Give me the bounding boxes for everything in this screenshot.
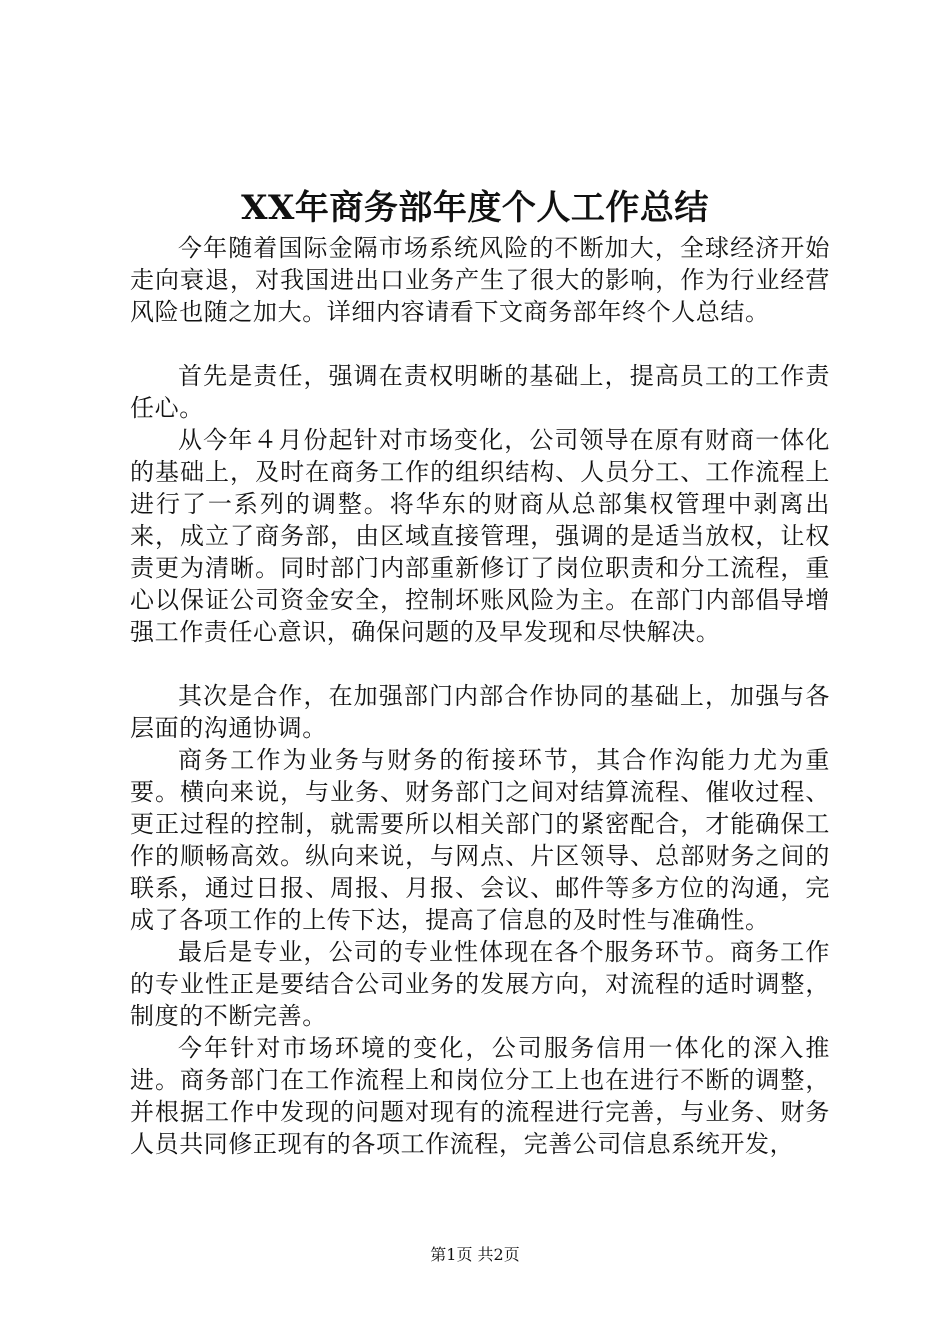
document-body <box>130 232 830 1160</box>
paragraph-market-adjustment: 今年针对市场环境的变化，公司服务信用一体化的深入推进。商务部门在工作流程上和岗位分工上也在进行不断的调整，并根据工作中发现的问题对现有的流程进行完善，与业务、财务人员共同修正现有的各项工作流程，完善公司信息系统开发， <box>130 1034 830 1158</box>
page-number-footer: 第1页 共2页 <box>430 1245 520 1264</box>
paragraph-responsibility-detail: 从今年４月份起针对市场变化，公司领导在原有财商一体化的基础上，及时在商务工作的组织结构、人员分工、工作流程上进行了一系列的调整。将华东的财商从总部集权管理中剥离出来，成立了商务部，由区域直接管理，强调的是适当放权，让权责更为清晰。同时部门内部重新修订了岗位职责和分工流程，重心以保证公司资金安全，控制坏账风险为主。在部门内部倡导增强工作责任心意识，确保问题的及早发现和尽快解决。 <box>130 426 830 646</box>
paragraph-responsibility-heading: 首先是责任，强调在责权明晰的基础上，提高员工的工作责任心。 <box>130 362 830 422</box>
paragraph-professionalism: 最后是专业，公司的专业性体现在各个服务环节。商务工作的专业性正是要结合公司业务的发展方向，对流程的适时调整，制度的不断完善。 <box>130 938 830 1030</box>
paragraph-intro: 今年随着国际金隔市场系统风险的不断加大，全球经济开始走向衰退，对我国进出口业务产生了很大的影响，作为行业经营风险也随之加大。详细内容请看下文商务部年终个人总结。 <box>130 234 830 326</box>
paragraph-cooperation-detail: 商务工作为业务与财务的衔接环节，其合作沟能力尤为重要。横向来说，与业务、财务部门之间对结算流程、催收过程、更正过程的控制，就需要所以相关部门的紧密配合，才能确保工作的顺畅高效。纵向来说，与网点、片区领导、总部财务之间的联系，通过日报、周报、月报、会议、邮件等多方位的沟通，完成了各项工作的上传下达，提高了信息的及时性与准确性。 <box>130 746 830 934</box>
paragraph-cooperation-heading: 其次是合作，在加强部门内部合作协同的基础上，加强与各层面的沟通协调。 <box>130 682 830 742</box>
document-title: XX年商务部年度个人工作总结 <box>241 188 709 228</box>
